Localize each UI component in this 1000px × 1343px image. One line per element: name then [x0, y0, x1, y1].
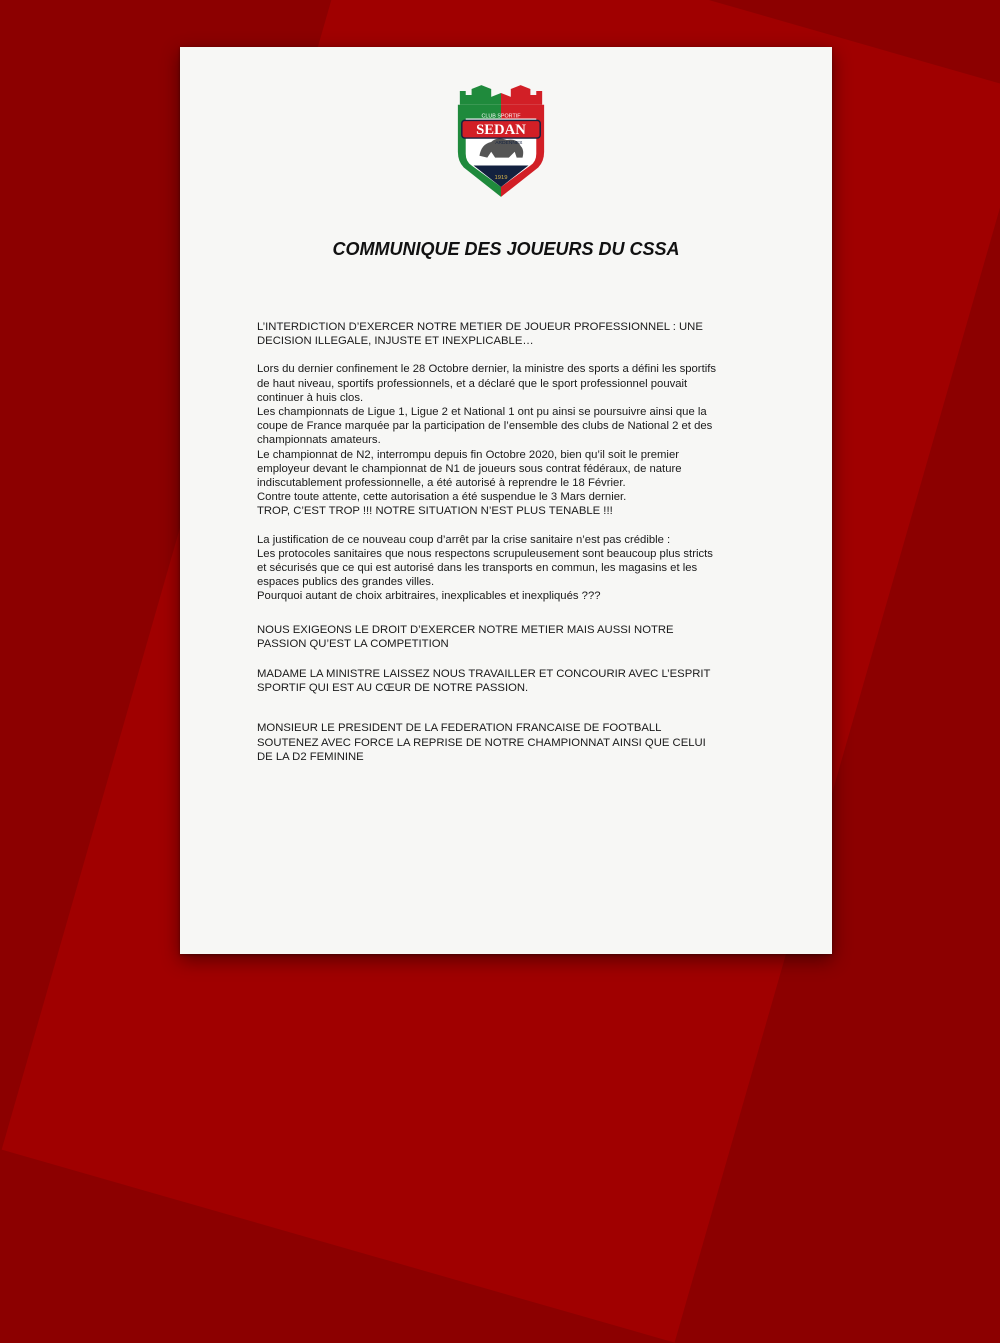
- crest-region: ARDENNES: [495, 140, 523, 146]
- paragraph-demand: NOUS EXIGEONS LE DROIT D’EXERCER NOTRE METIER MAIS AUSSI NOTRE PASSION QU’EST LA COMPETITION: [257, 623, 674, 650]
- sedan-crest-icon: [452, 83, 550, 199]
- document-body: [257, 320, 747, 764]
- document-page: [180, 47, 832, 954]
- paragraph-headline: L’INTERDICTION D’EXERCER NOTRE METIER DE JOUEUR PROFESSIONNEL : UNE DECISION ILLEGALE, INJUSTE ET INEXPLICABLE…: [257, 321, 703, 348]
- paragraph-minister: MADAME LA MINISTRE LAISSEZ NOUS TRAVAILLER ET CONCOURIR AVEC L’ESPRIT SPORTIF QUI EST AU CŒUR DE NOTRE PASSION.: [257, 668, 711, 695]
- paragraph-president: MONSIEUR LE PRESIDENT DE LA FEDERATION FRANCAISE DE FOOTBALL SOUTENEZ AVEC FORCE LA REPRISE DE NOTRE CHAMPIONNAT AINSI QUE CELUI DE LA D2 FEMININE: [257, 722, 706, 763]
- crest-name: SEDAN: [476, 122, 526, 139]
- document-title: COMMUNIQUE DES JOUEURS DU CSSA: [332, 239, 680, 259]
- paragraph-justification: La justification de ce nouveau coup d’arrêt par la crise sanitaire n’est pas crédible : Les protocoles sanitaires que nous respectons scrupuleusement sont beaucoup plus stricts et sécurisés que ce qui est autorisé dans les transports en commun, les magasins et les espaces publics des grandes villes. Pourquoi autant de choix arbitraires, inexplicables et inexpliqués ???: [257, 533, 713, 603]
- crest-year: 1919: [494, 175, 508, 182]
- paragraph-context: Lors du dernier confinement le 28 Octobre dernier, la ministre des sports a défini les sportifs de haut niveau, sportifs professionnels, et a déclaré que le sport professionnel pouvait continuer à huis clos. Les championnats de Ligue 1, Ligue 2 et National 1 ont pu ainsi se poursuivre ainsi que la coupe de France marquée par la participation de l’ensemble des clubs de National 2 et des championnats amateurs. Le championnat de N2, interrompu depuis fin Octobre 2020, bien qu’il soit le premier employeur devant le championnat de N1 de joueurs sous contrat fédéraux, de nature indiscutablement professionnelle, a été autorisé à reprendre le 18 Février. Contre toute attente, cette autorisation a été suspendue le 3 Mars dernier. TROP, C’EST TROP !!! NOTRE SITUATION N’EST PLUS TENABLE !!!: [257, 363, 717, 518]
- crest-top-text: CLUB SPORTIF: [481, 113, 521, 120]
